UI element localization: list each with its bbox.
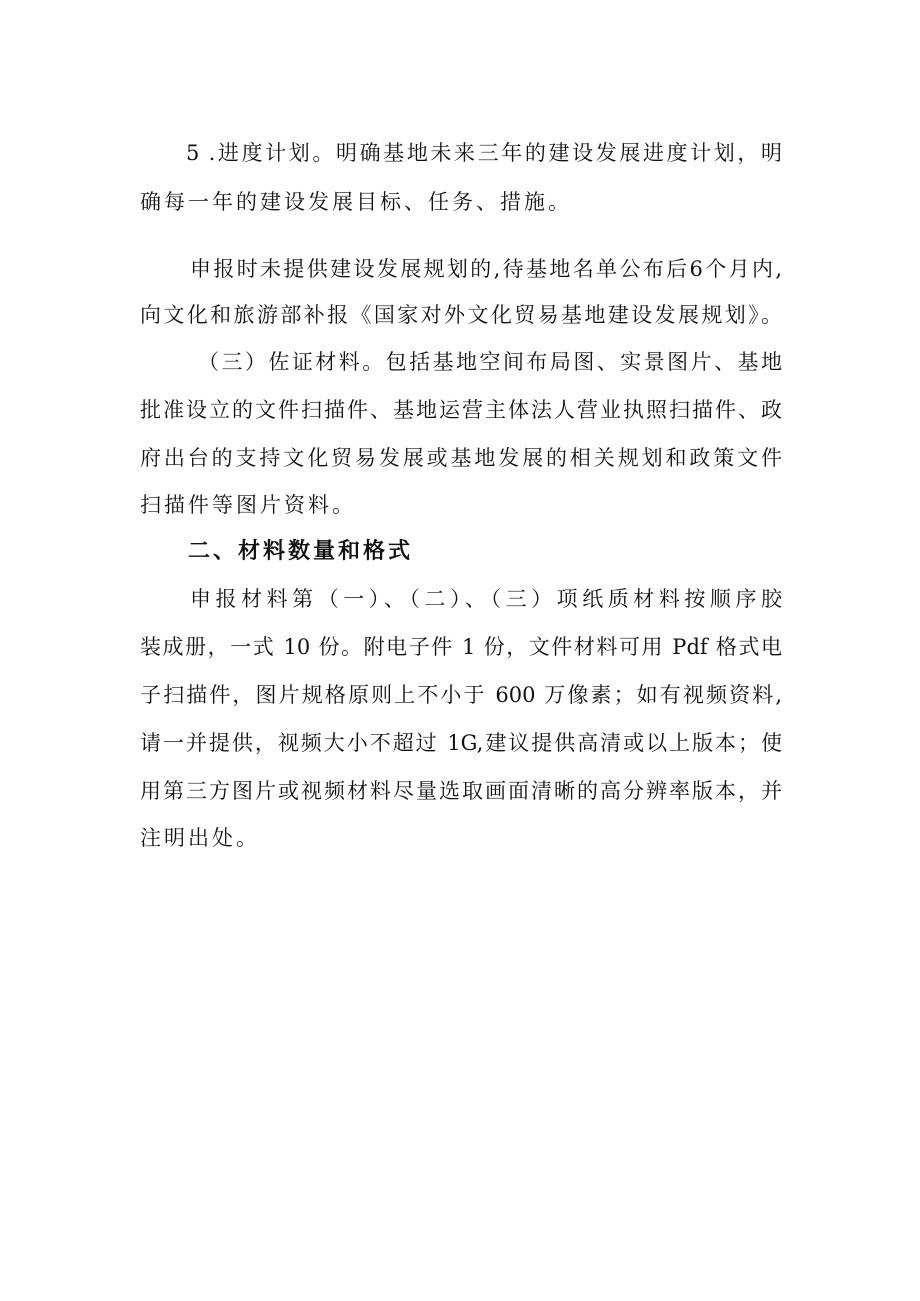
paragraph-supplement-line-2: 向文化和旅游部补报《国家对外文化贸易基地建设发展规划》。 [140, 303, 782, 327]
paragraph-quantity-format-line-1: 申报材料第（一）、（二）、（三）项纸质材料按顺序胶 [190, 587, 782, 611]
paragraph-supporting-materials-line-1: （三）佐证材料。包括基地空间布局图、实景图片、基地 [198, 350, 782, 374]
paragraph-quantity-format-line-5: 用第三方图片或视频材料尽量选取画面清晰的高分辨率版本，并 [140, 779, 782, 803]
paragraph-quantity-format-line-3: 子扫描件，图片规格原则上不小于 600 万像素；如有视频资料, [140, 683, 782, 707]
paragraph-supporting-materials-line-2: 批准设立的文件扫描件、基地运营主体法人营业执照扫描件、政 [140, 398, 782, 422]
section-heading: 二、材料数量和格式 [188, 539, 414, 564]
paragraph-supporting-materials-line-4: 扫描件等图片资料。 [140, 493, 356, 517]
paragraph-progress-plan-line-1: 5 .进度计划。明确基地未来三年的建设发展进度计划，明 [186, 141, 782, 165]
paragraph-quantity-format-line-4: 请一并提供，视频大小不超过 1G,建议提供高清或以上版本；使 [140, 731, 782, 755]
paragraph-quantity-format-line-6: 注明出处。 [140, 826, 260, 850]
paragraph-supplement-line-1: 申报时未提供建设发展规划的,待基地名单公布后6个月内, [190, 257, 782, 281]
paragraph-progress-plan-line-2: 确每一年的建设发展目标、任务、措施。 [140, 190, 572, 214]
paragraph-quantity-format-line-2: 装成册，一式 10 份。附电子件 1 份，文件材料可用 Pdf 格式电 [140, 635, 782, 659]
paragraph-supporting-materials-line-3: 府出台的支持文化贸易发展或基地发展的相关规划和政策文件 [140, 446, 782, 470]
